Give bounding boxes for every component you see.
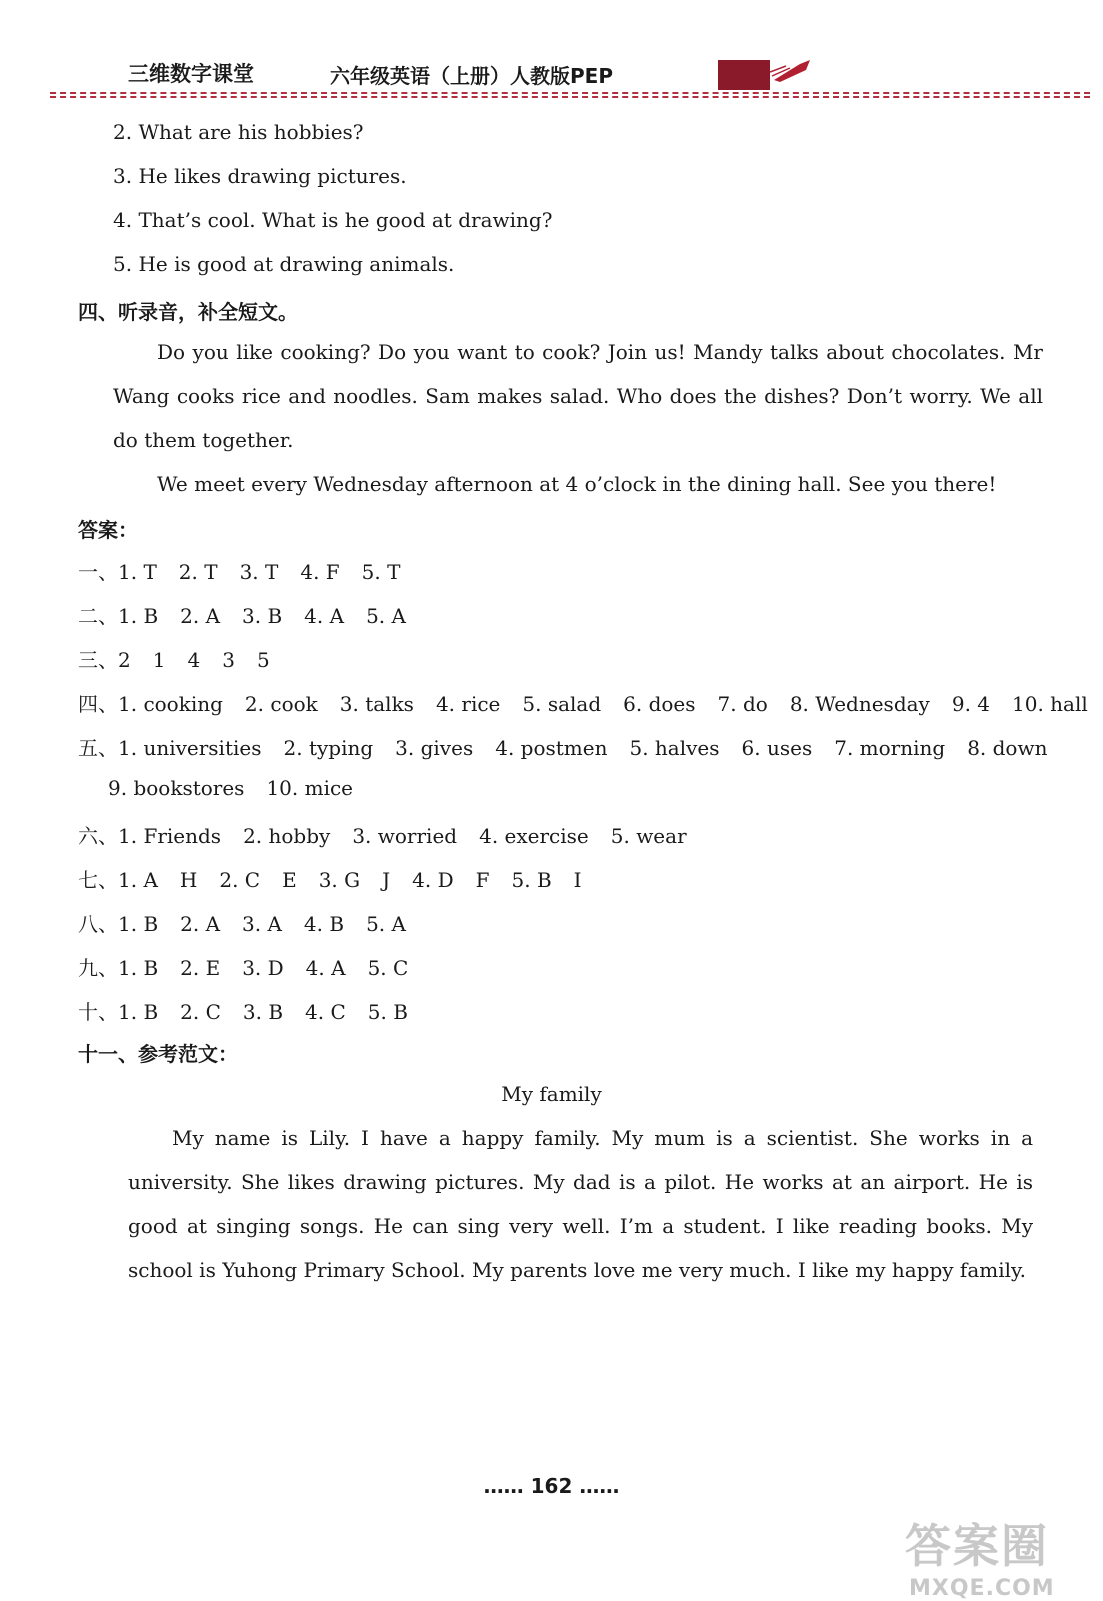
answer-item: 2. cook	[244, 692, 318, 716]
answer-item: 3	[222, 648, 235, 672]
answer-row-label: 九、	[78, 956, 118, 980]
answer-row	[78, 556, 422, 585]
answer-item: 2. hobby	[243, 824, 331, 848]
section-four-heading: 四、听录音，补全短文。	[78, 300, 298, 324]
answer-item: 9. 4	[951, 692, 991, 716]
answer-item: 2. C	[219, 868, 261, 892]
answer-item: 1. universities	[118, 736, 262, 760]
header-divider-2	[50, 96, 1090, 98]
answer-item: 3. gives	[395, 736, 474, 760]
rocket-icon	[770, 56, 814, 84]
answer-item: 1. B	[118, 1000, 159, 1024]
answer-item: 3. talks	[339, 692, 414, 716]
page-number: …… 162 ……	[483, 1474, 620, 1498]
header-divider	[50, 92, 1090, 94]
answer-item: 1	[152, 648, 166, 672]
answer-row	[78, 644, 292, 673]
answer-item: 1. B	[118, 912, 159, 936]
answer-item: 7. morning	[834, 736, 946, 760]
answer-item: E	[282, 868, 297, 892]
answer-item: 6. uses	[741, 736, 813, 760]
answer-item: H	[179, 868, 198, 892]
answer-item: 1. cooking	[118, 692, 223, 716]
answer-item: 9. bookstores	[108, 776, 245, 800]
dialogue-line: 5. He is good at drawing animals.	[113, 252, 455, 276]
answer-item: 5. B	[511, 868, 552, 892]
dialogue-line: 2. What are his hobbies?	[113, 120, 364, 144]
watermark-bottom: MXQE.COM	[909, 1576, 1055, 1601]
answer-row-label: 五、	[78, 736, 118, 760]
answer-row-label: 六、	[78, 824, 118, 848]
answer-row-label: 八、	[78, 912, 118, 936]
answer-item: 4. C	[305, 1000, 346, 1024]
answer-item: 2. typing	[283, 736, 374, 760]
answer-item: 4. rice	[435, 692, 501, 716]
answer-row	[108, 776, 375, 800]
page-header	[0, 0, 1103, 100]
answer-item: 5. wear	[610, 824, 687, 848]
dialogue-line: 4. That’s cool. What is he good at drawing?	[113, 208, 553, 232]
answer-item: 5. A	[366, 604, 406, 628]
answer-item: 4	[187, 648, 201, 672]
answer-item: 5. T	[361, 560, 401, 584]
book-title: 六年级英语（上册）人教版PEP	[330, 64, 613, 88]
answer-item: 1. T	[118, 560, 157, 584]
watermark-top: 答案圈	[905, 1519, 1049, 1573]
answer-item: 3. D	[242, 956, 284, 980]
answer-item: 8. down	[967, 736, 1048, 760]
series-title: 三维数字课堂	[128, 62, 254, 86]
answer-item: J	[382, 868, 391, 892]
answer-row	[78, 864, 604, 893]
essay-heading: 十一、参考范文：	[78, 1042, 238, 1066]
answer-item: 5. B	[367, 1000, 408, 1024]
answer-row-label: 二、	[78, 604, 118, 628]
answer-row	[78, 908, 428, 937]
answer-row	[78, 996, 430, 1025]
answer-row	[78, 952, 430, 981]
answer-row-label: 十、	[78, 1000, 118, 1024]
answer-item: 10. hall	[1012, 692, 1088, 716]
answer-row	[78, 688, 1103, 717]
answer-item: 3. B	[242, 1000, 284, 1024]
answer-item: 10. mice	[266, 776, 354, 800]
answer-row-label: 七、	[78, 868, 118, 892]
answer-item: 2. C	[180, 1000, 221, 1024]
answer-row-label: 三、	[78, 648, 118, 672]
answer-item: 5. C	[367, 956, 409, 980]
answers-heading: 答案：	[78, 518, 138, 542]
answer-item: 1. A	[118, 868, 158, 892]
answer-item: 4. exercise	[479, 824, 589, 848]
answer-item: 2. T	[178, 560, 218, 584]
answer-item: 4. A	[305, 956, 346, 980]
answer-item: 2	[118, 648, 131, 672]
answer-item: 2. A	[180, 604, 221, 628]
answer-item: 4. postmen	[495, 736, 608, 760]
answer-item: 3. B	[242, 604, 283, 628]
answer-item: 1. B	[118, 604, 159, 628]
header-block-graphic	[718, 60, 770, 90]
answer-item: 7. do	[717, 692, 768, 716]
answer-item: 4. B	[303, 912, 345, 936]
dialogue-line: 3. He likes drawing pictures.	[113, 164, 407, 188]
watermark-logo	[905, 1510, 1055, 1601]
answer-item: 3. worried	[352, 824, 458, 848]
listening-paragraph-1: Do you like cooking? Do you want to cook? Join us! Mandy talks about chocolates. Mr Wang cooks rice and noodles. Sam makes salad. Who does the dishes? Don’t worry. We all do them together.	[113, 340, 1043, 452]
answer-item: 5	[256, 648, 270, 672]
answer-item: 8. Wednesday	[789, 692, 930, 716]
essay-body: My name is Lily. I have a happy family. My mum is a scientist. She works in a university. She likes drawing pictures. My dad is a pilot. He works at an airport. He is good at singing songs. He can sing very well. I’m a student. I like reading books. My school is Yuhong Primary School. My parents love me very much. I like my happy family.	[128, 1126, 1033, 1282]
answer-item: 3. A	[242, 912, 282, 936]
answer-item: 5. halves	[629, 736, 720, 760]
answer-item: 4. A	[304, 604, 345, 628]
answer-item: 4. F	[300, 560, 340, 584]
answer-item: 2. A	[180, 912, 221, 936]
listening-paragraph-2: We meet every Wednesday afternoon at 4 o’clock in the dining hall. See you there!	[157, 472, 997, 496]
answer-item: I	[573, 868, 582, 892]
answer-item: 1. B	[118, 956, 159, 980]
answer-item: 5. A	[366, 912, 406, 936]
answer-item: 3. G	[318, 868, 361, 892]
answer-item: 3. T	[239, 560, 279, 584]
answer-row	[78, 732, 1069, 761]
answer-row	[78, 820, 709, 849]
answer-item: 6. does	[623, 692, 696, 716]
answer-row-label: 一、	[78, 560, 118, 584]
essay-title: My family	[501, 1082, 602, 1106]
answer-item: F	[475, 868, 490, 892]
answer-row-label: 四、	[78, 692, 118, 716]
answer-item: 4. D	[412, 868, 454, 892]
answer-item: 1. Friends	[118, 824, 222, 848]
answer-item: 5. salad	[522, 692, 602, 716]
answer-item: 2. E	[180, 956, 221, 980]
answer-row	[78, 600, 428, 629]
